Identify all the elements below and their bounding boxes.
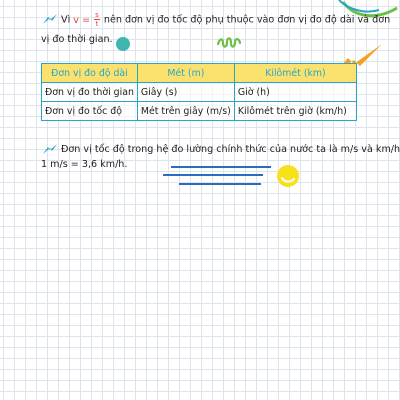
velocity-formula xyxy=(73,11,104,28)
formula-lhs: v = xyxy=(73,14,91,26)
fraction-numerator: s xyxy=(95,11,99,19)
intro-line-1-rest: nên đơn vị đo tốc độ phụ thuộc vào đơn vị đo độ dài và đơn xyxy=(103,14,391,26)
teal-dot-icon xyxy=(115,36,131,52)
table-cell: Giờ (h) xyxy=(234,83,356,102)
table-header-cell: Đơn vị đo độ dài xyxy=(42,64,138,83)
table-cell: Đơn vị đo thời gian xyxy=(42,83,138,102)
table-cell: Mét trên giây (m/s) xyxy=(137,102,234,121)
table-header-row xyxy=(42,64,357,83)
fraction-denominator: t xyxy=(95,20,99,28)
formula-fraction xyxy=(94,11,100,28)
pen-bullet-icon xyxy=(42,13,58,25)
table-header-cell: Mét (m) xyxy=(137,64,234,83)
table-row xyxy=(42,83,357,102)
yellow-circle-icon xyxy=(276,164,300,188)
pen-bullet-icon xyxy=(42,143,58,155)
units-table xyxy=(41,63,357,121)
table-cell: Kilômét trên giờ (km/h) xyxy=(234,102,356,121)
intro-line-2: vị đo thời gian. xyxy=(41,34,113,45)
note-line-2: 1 m/s = 3,6 km/h. xyxy=(41,159,128,170)
green-squiggle-icon xyxy=(216,36,242,50)
table-header-cell: Kilômét (km) xyxy=(234,64,356,83)
note-line-1: Đơn vị tốc độ trong hệ đo lường chính thức của nước ta là m/s và km/h xyxy=(61,144,400,155)
table-cell: Đơn vị đo tốc độ xyxy=(42,102,138,121)
intro-line-1 xyxy=(61,11,390,28)
intro-prefix: Vì xyxy=(61,14,71,26)
table-row xyxy=(42,102,357,121)
table-cell: Giây (s) xyxy=(137,83,234,102)
decorative-lines-icon xyxy=(163,165,273,189)
